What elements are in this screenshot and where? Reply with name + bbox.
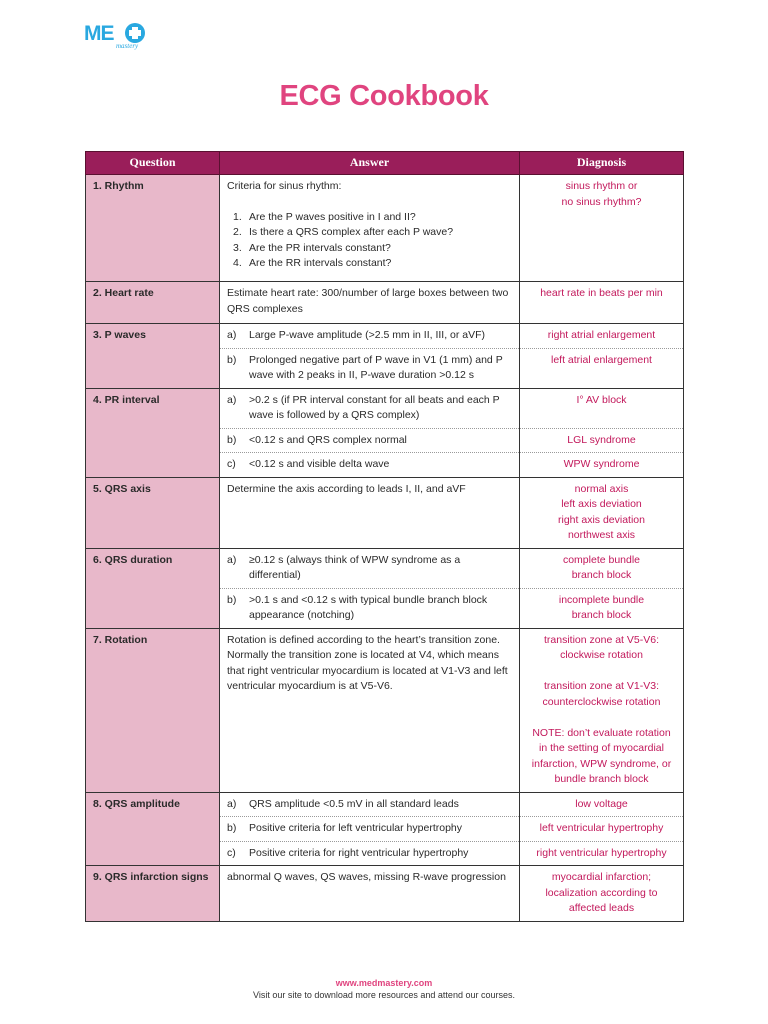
question-pr-interval: 4. PR interval bbox=[86, 388, 220, 477]
question-qrs-axis: 5. QRS axis bbox=[86, 477, 220, 548]
diagnosis-qrs-amplitude-a: low voltage bbox=[520, 792, 684, 817]
table-row: b) Prolonged negative part of P wave in V1 (1 mm) and P wave with 2 peaks in II, P-wave duration >0.12 s left atrial enlargement bbox=[86, 348, 684, 388]
diagnosis-p-waves-b: left atrial enlargement bbox=[520, 348, 684, 388]
question-infarction: 9. QRS infarction signs bbox=[86, 866, 220, 922]
header-question: Question bbox=[86, 152, 220, 175]
diagnosis-qrs-duration-a: complete bundle branch block bbox=[520, 548, 684, 588]
diagnosis-rhythm: sinus rhythm or no sinus rhythm? bbox=[520, 175, 684, 282]
table-row: b) Positive criteria for left ventricular hypertrophy left ventricular hypertrophy bbox=[86, 817, 684, 842]
answer-rhythm bbox=[220, 175, 520, 282]
diagnosis-qrs-amplitude-b: left ventricular hypertrophy bbox=[520, 817, 684, 842]
diagnosis-rotation: transition zone at V5-V6: clockwise rotation transition zone at V1-V3: counterclockwise rotation NOTE: don’t evaluate rotation in the setting of myocardial infarction, WPW syndrome, or bundle branch block bbox=[520, 628, 684, 792]
table-row: b) <0.12 s and QRS complex normal LGL syndrome bbox=[86, 428, 684, 453]
diagnosis-heart-rate: heart rate in beats per min bbox=[520, 282, 684, 324]
table-row bbox=[86, 866, 684, 922]
table-row: 4. PR interval a) >0.2 s (if PR interval constant for all beats and each P wave is followed by a QRS complex) I° AV block bbox=[86, 388, 684, 428]
table-row bbox=[86, 628, 684, 792]
answer-p-waves-b: Prolonged negative part of P wave in V1 (1 mm) and P wave with 2 peaks in II, P-wave duration >0.12 s bbox=[249, 353, 503, 381]
answer-qrs-amplitude-b: Positive criteria for left ventricular hypertrophy bbox=[249, 822, 462, 834]
svg-text:ME: ME bbox=[84, 22, 114, 45]
answer-qrs-amplitude-c: Positive criteria for right ventricular hypertrophy bbox=[249, 846, 469, 859]
list-item: 4. Are the RR intervals constant? bbox=[233, 257, 392, 269]
footer bbox=[0, 977, 768, 1001]
table-row: 6. QRS duration a) ≥0.12 s (always think of WPW syndrome as a differential) complete bundle branch block bbox=[86, 548, 684, 588]
diagnosis-pr-b: LGL syndrome bbox=[520, 428, 684, 453]
list-item: 1. Are the P waves positive in I and II? bbox=[233, 210, 416, 223]
medmastery-logo[interactable] bbox=[84, 20, 148, 50]
table-row: b) >0.1 s and <0.12 s with typical bundle branch block appearance (notching) incomplete bundle branch block bbox=[86, 588, 684, 628]
footer-link[interactable]: www.medmastery.com bbox=[335, 978, 433, 988]
answer-pr-b: <0.12 s and QRS complex normal bbox=[249, 433, 407, 446]
answer-rhythm-intro: Criteria for sinus rhythm: bbox=[227, 180, 342, 192]
diagnosis-infarction: myocardial infarction; localization according to affected leads bbox=[520, 866, 684, 922]
criteria-list bbox=[227, 210, 513, 272]
diagnosis-qrs-axis: normal axis left axis deviation right axis deviation northwest axis bbox=[520, 477, 684, 548]
answer-pr-c: <0.12 s and visible delta wave bbox=[249, 458, 390, 470]
answer-qrs-amplitude-a: QRS amplitude <0.5 mV in all standard leads bbox=[249, 797, 459, 810]
answer-p-waves-a: Large P-wave amplitude (>2.5 mm in II, III, or aVF) bbox=[249, 329, 486, 341]
svg-text:mastery: mastery bbox=[116, 42, 139, 50]
header-diagnosis: Diagnosis bbox=[520, 152, 684, 175]
answer-heart-rate: Estimate heart rate: 300/number of large boxes between two QRS complexes bbox=[220, 282, 520, 324]
question-heart-rate: 2. Heart rate bbox=[86, 282, 220, 324]
diagnosis-qrs-amplitude-c: right ventricular hypertrophy bbox=[520, 841, 684, 866]
ecg-table bbox=[85, 151, 684, 922]
question-qrs-duration: 6. QRS duration bbox=[86, 548, 220, 628]
question-rhythm: 1. Rhythm bbox=[86, 175, 220, 282]
question-qrs-amplitude: 8. QRS amplitude bbox=[86, 792, 220, 866]
answer-pr-a: >0.2 s (if PR interval constant for all beats and each P wave is followed by a QRS complex) bbox=[249, 393, 500, 421]
diagnosis-pr-c: WPW syndrome bbox=[520, 453, 684, 478]
diagnosis-pr-a: I° AV block bbox=[520, 388, 684, 428]
diagnosis-qrs-duration-b: incomplete bundle branch block bbox=[520, 588, 684, 628]
diagnosis-p-waves-a: right atrial enlargement bbox=[520, 324, 684, 349]
answer-qrs-duration-b: >0.1 s and <0.12 s with typical bundle branch block appearance (notching) bbox=[249, 593, 488, 621]
table-row: 8. QRS amplitude a) QRS amplitude <0.5 mV in all standard leads low voltage bbox=[86, 792, 684, 817]
table-row: c) <0.12 s and visible delta wave WPW syndrome bbox=[86, 453, 684, 478]
list-item: 2. Is there a QRS complex after each P wave? bbox=[233, 226, 454, 238]
footer-message: Visit our site to download more resources and attend our courses. bbox=[253, 990, 515, 1000]
table-header-row bbox=[86, 152, 684, 175]
page-title: ECG Cookbook bbox=[279, 80, 489, 112]
table-row bbox=[86, 175, 684, 282]
table-row: 3. P waves a) Large P-wave amplitude (>2.5 mm in II, III, or aVF) right atrial enlargement bbox=[86, 324, 684, 349]
table-row bbox=[86, 282, 684, 324]
question-rotation: 7. Rotation bbox=[86, 628, 220, 792]
question-p-waves: 3. P waves bbox=[86, 324, 220, 389]
table-row bbox=[86, 477, 684, 548]
answer-rotation: Rotation is defined according to the heart’s transition zone. Normally the transition zone is located at V4, which means that right ventricular myocardium is located at V1-V3 and left ventricular myocardium is at V5-V6. bbox=[220, 628, 520, 792]
answer-qrs-duration-a: ≥0.12 s (always think of WPW syndrome as a differential) bbox=[249, 553, 461, 581]
table-row: c) Positive criteria for right ventricular hypertrophy right ventricular hypertrophy bbox=[86, 841, 684, 866]
header-answer: Answer bbox=[220, 152, 520, 175]
answer-infarction: abnormal Q waves, QS waves, missing R-wave progression bbox=[220, 866, 520, 922]
list-item: 3. Are the PR intervals constant? bbox=[233, 241, 391, 254]
answer-qrs-axis: Determine the axis according to leads I, II, and aVF bbox=[220, 477, 520, 548]
